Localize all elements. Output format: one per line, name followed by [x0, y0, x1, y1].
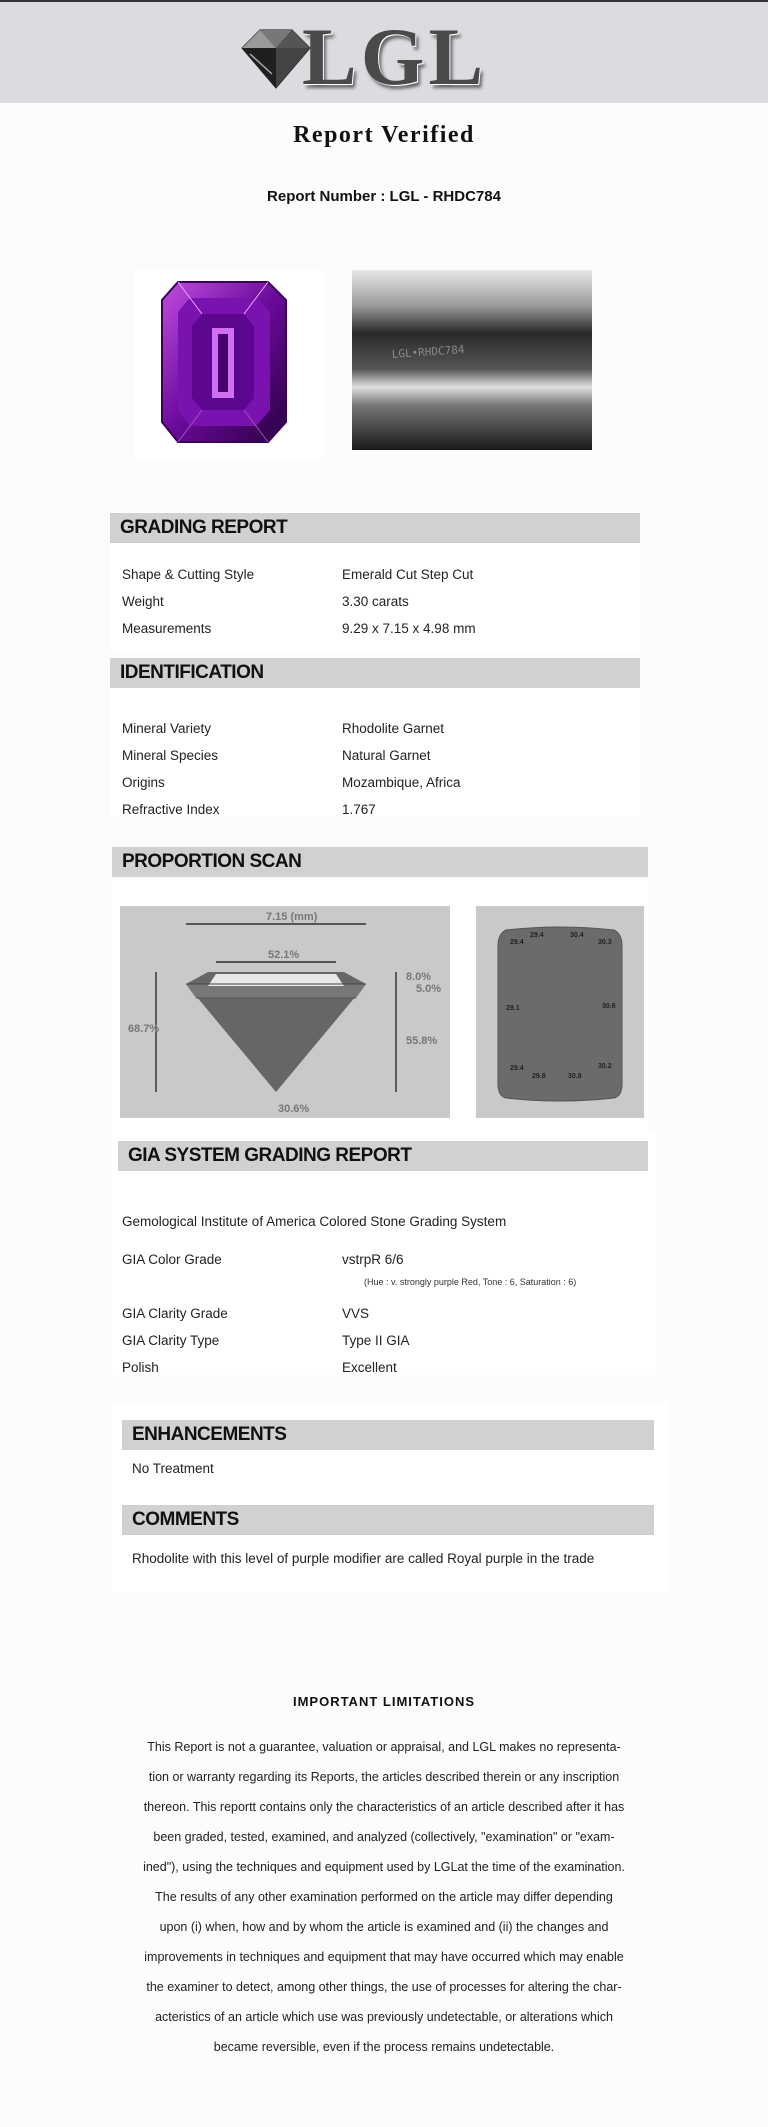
report-number: Report Number : LGL - RHDC784 [267, 188, 501, 205]
depth-label: 68.7% [128, 1023, 160, 1035]
grading-report-heading: GRADING REPORT [110, 513, 640, 543]
gia-clarity-grade-value: VVS [342, 1306, 370, 1321]
top-mr: 30.6 [602, 1003, 616, 1010]
gia-heading: GIA SYSTEM GRADING REPORT [118, 1141, 648, 1171]
gia-clarity-type-label: GIA Clarity Type [122, 1333, 220, 1348]
limitations-line: thereon. This reportt contains only the characteristics of an article described after it has [143, 1800, 625, 1814]
limitations-body [116, 1732, 652, 2062]
measurements-value: 9.29 x 7.15 x 4.98 mm [342, 621, 476, 636]
comments-text: Rhodolite with this level of purple modifier are called Royal purple in the trade [132, 1551, 595, 1566]
lgl-logo[interactable] [232, 11, 492, 102]
top-bm2: 30.8 [568, 1073, 582, 1080]
limitations-line: became reversible, even if the process remains undetectable. [213, 2040, 555, 2054]
limitations-line: ined"), using the techniques and equipment used by LGLat the time of the examination. [143, 1860, 625, 1874]
enhancements-text: No Treatment [132, 1461, 214, 1476]
inscription-text: LGL•RHDC784 [391, 342, 465, 361]
top-br: 30.2 [598, 1063, 612, 1070]
identification-heading: IDENTIFICATION [110, 658, 640, 688]
top-tl: 29.4 [510, 939, 524, 946]
pavilion-label: 55.8% [406, 1035, 438, 1047]
limitations-line: improvements in techniques and equipment that may have occurred which may enable [144, 1950, 624, 1964]
limitations-line: been graded, tested, examined, and analyzed (collectively, "examination" or "exam- [153, 1830, 615, 1844]
top-tm1: 29.4 [530, 932, 544, 939]
top-ml: 29.1 [506, 1005, 520, 1012]
polish-value: Excellent [342, 1360, 397, 1375]
top-bm1: 29.8 [532, 1073, 546, 1080]
mineral-variety-value: Rhodolite Garnet [342, 721, 445, 736]
culet-label: 30.6% [278, 1103, 310, 1115]
girdle-label: 5.0% [416, 983, 442, 995]
limitations-line: acteristics of an article which use was previously undetectable, or alterations which [155, 2010, 613, 2024]
table-label: 52.1% [268, 949, 300, 961]
enhancements-heading: ENHANCEMENTS [122, 1420, 654, 1450]
limitations-line: The results of any other examination performed on the article may differ depending [155, 1890, 613, 1904]
limitations-line: This Report is not a guarantee, valuation or appraisal, and LGL makes no representa- [147, 1740, 621, 1754]
inscription-image [352, 270, 592, 450]
measurements-label: Measurements [122, 621, 212, 636]
mineral-species-value: Natural Garnet [342, 748, 431, 763]
top-view-diagram [476, 906, 644, 1118]
header-banner [0, 2, 768, 103]
comments-heading: COMMENTS [122, 1505, 654, 1535]
proportion-scan-heading: PROPORTION SCAN [112, 847, 648, 877]
limitations-line: the examiner to detect, among other things, the use of processes for altering the char- [146, 1980, 622, 1994]
mineral-species-label: Mineral Species [122, 748, 219, 763]
width-label: 7.15 (mm) [266, 911, 318, 923]
origins-label: Origins [122, 775, 165, 790]
shape-value: Emerald Cut Step Cut [342, 567, 474, 582]
side-profile-diagram [120, 906, 450, 1118]
page-title: Report Verified [293, 122, 475, 148]
polish-label: Polish [122, 1360, 159, 1375]
origins-value: Mozambique, Africa [342, 775, 461, 790]
weight-label: Weight [122, 594, 164, 609]
limitations-line: upon (i) when, how and by whom the article is examined and (ii) the changes and [159, 1920, 609, 1934]
gemstone-image [134, 270, 324, 460]
gia-color-note: (Hue : v. strongly purple Red, Tone : 6, Saturation : 6) [364, 1277, 577, 1287]
gia-color-value: vstrpR 6/6 [342, 1252, 404, 1267]
mineral-variety-label: Mineral Variety [122, 721, 212, 736]
refractive-index-value: 1.767 [342, 802, 376, 817]
limitations-line: tion or warranty regarding its Reports, the articles described therein or any inscription [148, 1770, 620, 1784]
gia-color-label: GIA Color Grade [122, 1252, 222, 1267]
top-bl: 29.4 [510, 1065, 524, 1072]
logo-text: LGL [302, 11, 488, 102]
top-tm2: 30.4 [570, 932, 584, 939]
diamond-icon [232, 22, 312, 92]
shape-label: Shape & Cutting Style [122, 567, 255, 582]
refractive-index-label: Refractive Index [122, 802, 220, 817]
limitations-heading: IMPORTANT LIMITATIONS [292, 1694, 476, 1709]
top-tr: 30.3 [598, 939, 612, 946]
gia-system-text: Gemological Institute of America Colored Stone Grading System [122, 1214, 507, 1229]
gia-clarity-grade-label: GIA Clarity Grade [122, 1306, 228, 1321]
weight-value: 3.30 carats [342, 594, 409, 609]
crown-label: 8.0% [406, 971, 432, 983]
gia-clarity-type-value: Type II GIA [342, 1333, 410, 1348]
